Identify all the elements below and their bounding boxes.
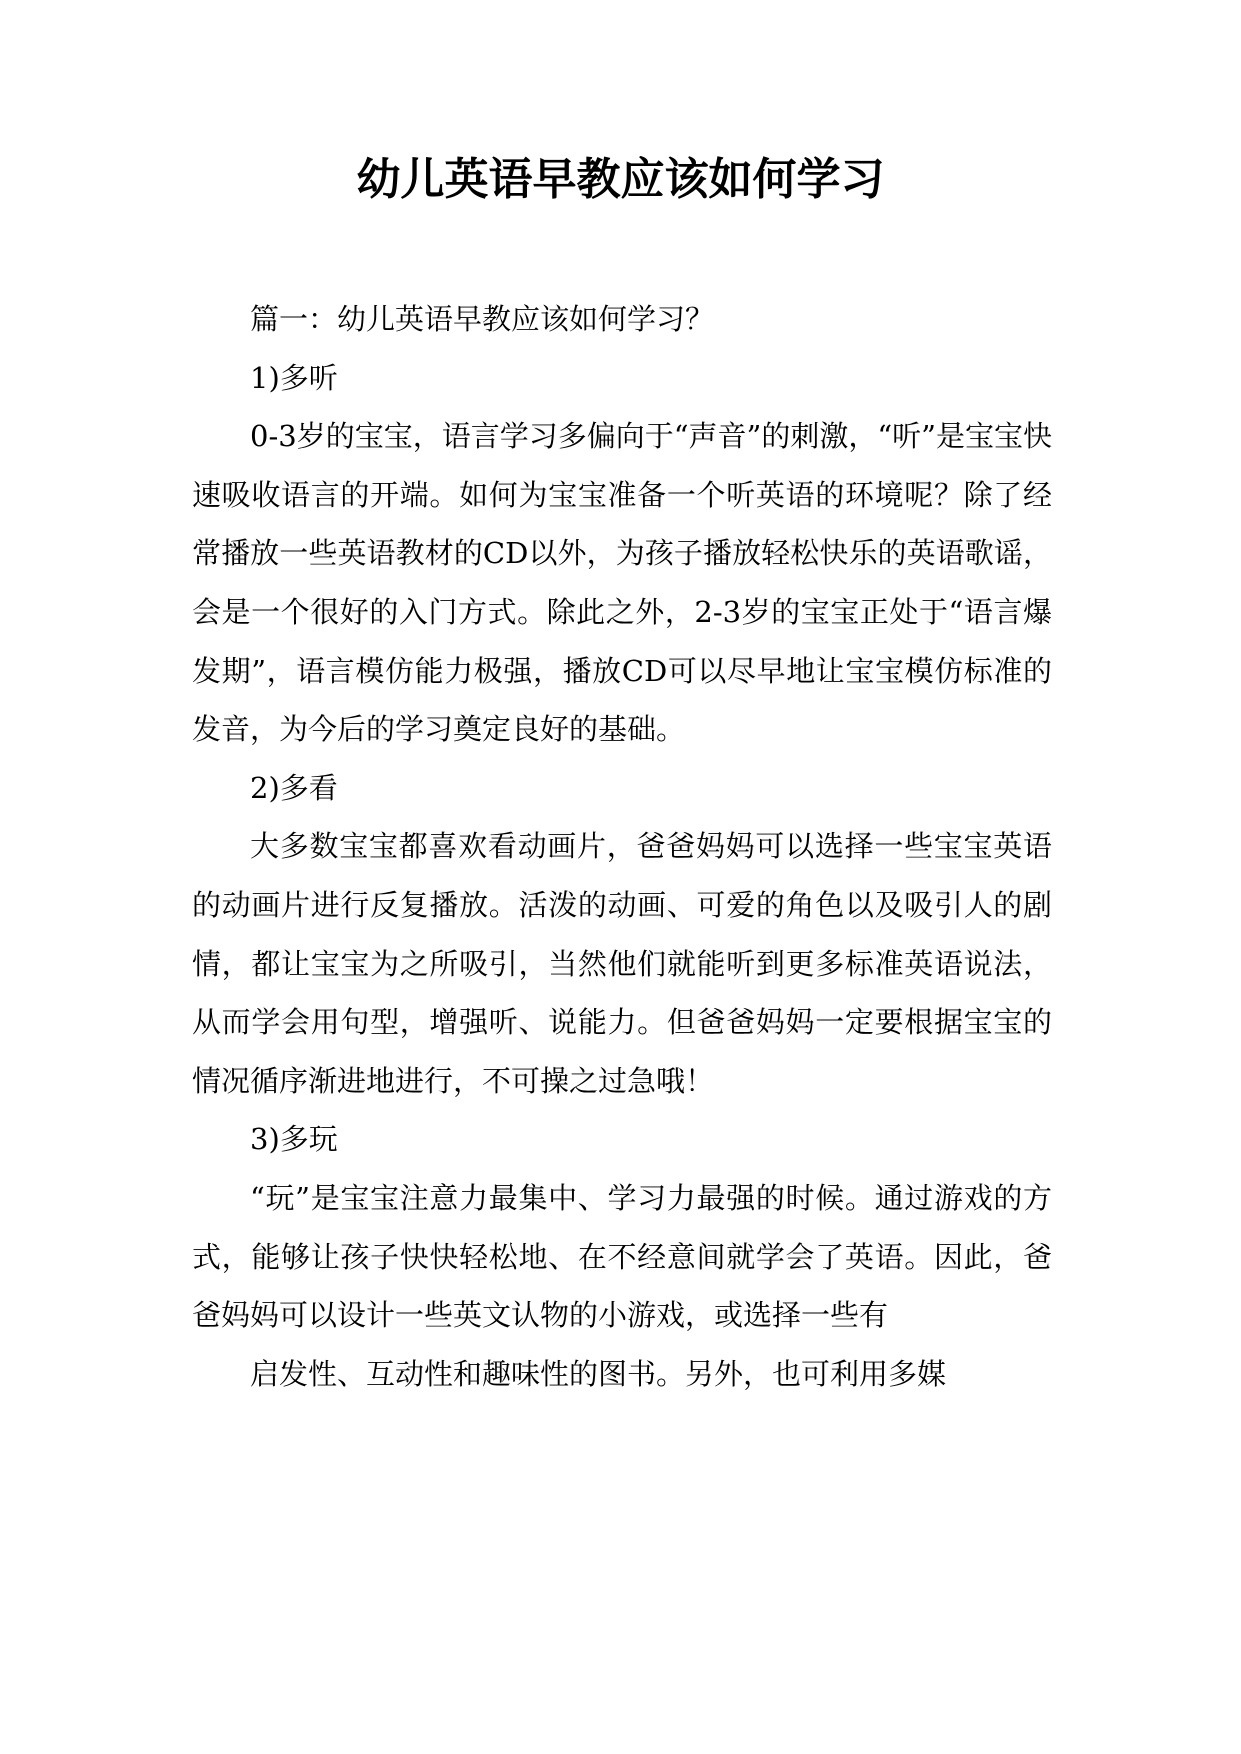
section-heading: 篇一：幼儿英语早教应该如何学习？ — [250, 302, 715, 336]
paragraph-continued: 启发性、互动性和趣味性的图书。另外，也可利用多媒 — [250, 1356, 947, 1391]
document-body — [192, 290, 1052, 1403]
document-title: 幼儿英语早教应该如何学习 — [356, 154, 885, 205]
subheading-play: 3)多玩 — [250, 1122, 338, 1157]
paragraph-watch: 大多数宝宝都喜欢看动画片，爸爸妈妈可以选择一些宝宝英语的动画片进行反复播放。活泼的动画、可爱的角色以及吸引人的剧情，都让宝宝为之所吸引，当然他们就能听到更多标准英语说法，从而学会用句型，增强听、说能力。但爸爸妈妈一定要根据宝宝的情况循序渐进地进行，不可操之过急哦！ — [192, 829, 1052, 1098]
paragraph-listen: 0-3岁的宝宝，语言学习多偏向于“声音”的刺激，“听”是宝宝快速吸收语言的开端。如何为宝宝准备一个听英语的环境呢？除了经常播放一些英语教材的CD以外，为孩子播放轻松快乐的英语歌谣，会是一个很好的入门方式。除此之外，2-3岁的宝宝正处于“语言爆发期”，语言模仿能力极强，播放CD可以尽早地让宝宝模仿标准的发音，为今后的学习奠定良好的基础。 — [192, 419, 1053, 747]
subheading-listen: 1)多听 — [250, 360, 338, 395]
paragraph-play: “玩”是宝宝注意力最集中、学习力最强的时候。通过游戏的方式，能够让孩子快快轻松地、在不经意间就学会了英语。因此，爸爸妈妈可以设计一些英文认物的小游戏，或选择一些有 — [192, 1180, 1052, 1333]
subheading-watch: 2)多看 — [250, 770, 338, 805]
